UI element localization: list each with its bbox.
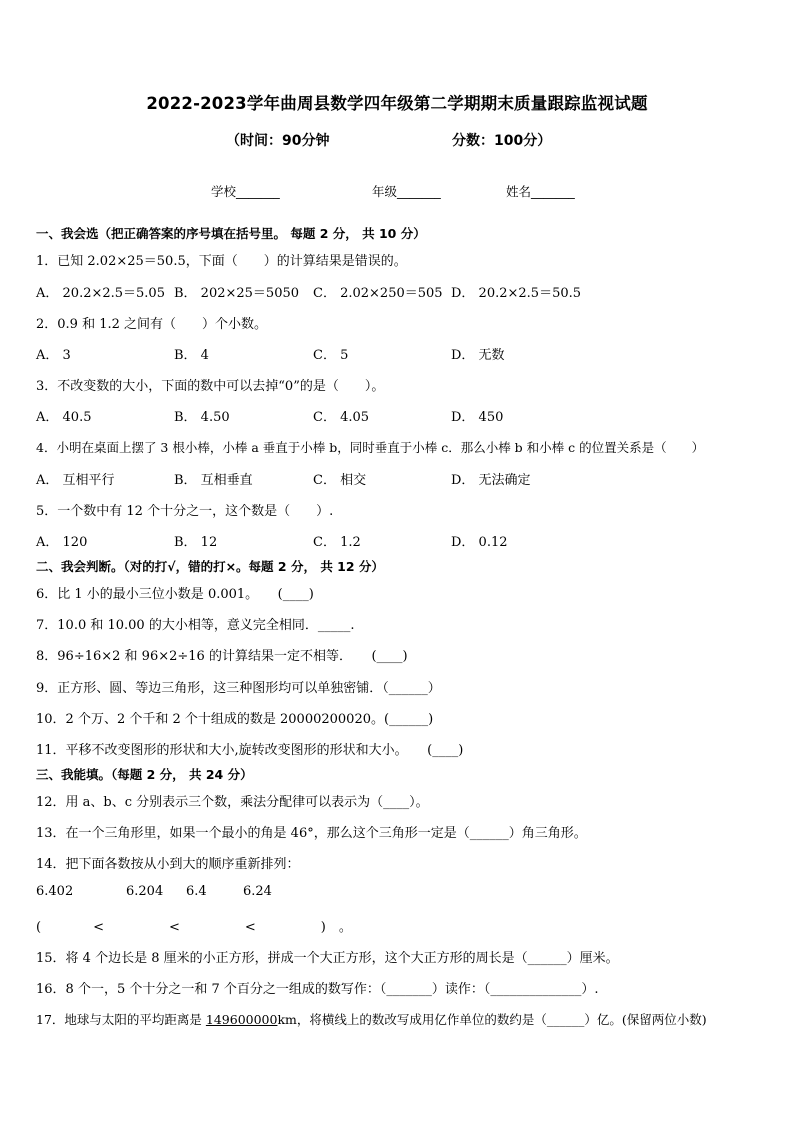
question-8: 8．96÷16×2 和 96×2÷16 的计算结果一定不相等． (____)	[36, 649, 408, 664]
option-3a: A． 40.5	[36, 410, 92, 425]
option-3b: B． 4.50	[174, 410, 230, 425]
option-1d: D． 20.2×2.5＝50.5	[451, 286, 582, 301]
question-17-underlined-number: 149600000	[205, 1012, 278, 1027]
ordering-blank: ( < < < ) 。	[36, 920, 352, 935]
question-3: 3．不改变数的大小，下面的数中可以去掉“0”的是（ ）。	[36, 379, 385, 394]
question-13: 13．在一个三角形里，如果一个最小的角是 46°，那么这个三角形一定是（______）角三角形。	[36, 826, 587, 841]
number-3: 6.4	[186, 884, 207, 899]
option-5a: A． 120	[36, 535, 88, 550]
question-14: 14．把下面各数按从小到大的顺序重新排列：	[36, 857, 300, 872]
option-2d: D． 无数	[451, 348, 505, 363]
section-heading-judge: 二、我会判断。（对的打√，错的打×。每题 2 分， 共 12 分）	[36, 559, 384, 574]
question-10: 10．2 个万、2 个千和 2 个十组成的数是 20000200020。(______)	[36, 712, 434, 727]
name-field: 姓名_______	[506, 184, 575, 199]
number-4: 6.24	[243, 884, 272, 899]
option-4a: A． 互相平行	[36, 473, 115, 488]
option-3c: C． 4.05	[313, 410, 370, 425]
option-5d: D． 0.12	[451, 535, 508, 550]
option-3d: D． 450	[451, 410, 504, 425]
question-11: 11．平移不改变图形的形状和大小,旋转改变图形的形状和大小。 (____)	[36, 743, 464, 758]
time-label: （时间：90分钟	[226, 133, 330, 149]
question-17	[36, 1010, 707, 1028]
score-label: 分数：100分）	[452, 133, 552, 149]
question-5: 5．一个数中有 12 个十分之一，这个数是（ ）.	[36, 504, 334, 519]
question-12: 12．用 a、b、c 分别表示三个数，乘法分配律可以表示为（____）。	[36, 795, 429, 810]
question-6: 6．比 1 小的最小三位小数是 0.001。 (____)	[36, 587, 314, 602]
option-5b: B． 12	[174, 535, 218, 550]
option-2a: A． 3	[36, 348, 71, 363]
option-2c: C． 5	[313, 348, 349, 363]
question-16: 16．8 个一，5 个十分之一和 7 个百分之一组成的数写作：（_______）读作：（______________）.	[36, 982, 599, 997]
option-4b: B． 互相垂直	[174, 473, 253, 488]
question-17-suffix: km，将横线上的数改写成用亿作单位的数约是（______）亿。(保留两位小数)	[277, 1012, 707, 1027]
section-heading-fill: 三、我能填。（每题 2 分， 共 24 分）	[36, 767, 253, 782]
number-2: 6.204	[126, 884, 164, 899]
school-field: 学校_______	[211, 184, 280, 199]
question-15: 15．将 4 个边长是 8 厘米的小正方形，拼成一个大正方形，这个大正方形的周长是（______）厘米。	[36, 951, 619, 966]
grade-field: 年级_______	[372, 184, 441, 199]
section-heading-choice: 一、我会选（把正确答案的序号填在括号里。 每题 2 分， 共 10 分）	[36, 226, 426, 241]
option-5c: C． 1.2	[313, 535, 361, 550]
question-7: 7．10.0 和 10.00 的大小相等，意义完全相同．_____.	[36, 618, 355, 633]
question-9: 9．正方形、圆、等边三角形，这三种图形均可以单独密铺．（______）	[36, 681, 441, 696]
question-1: 1．已知 2.02×25＝50.5，下面（ ）的计算结果是错误的。	[36, 254, 407, 269]
option-2b: B． 4	[174, 348, 209, 363]
option-1c: C． 2.02×250＝505	[313, 286, 443, 301]
question-2: 2．0.9 和 1.2 之间有（ ）个小数。	[36, 317, 268, 332]
option-1b: B． 202×25＝5050	[174, 286, 300, 301]
option-4c: C． 相交	[313, 473, 367, 488]
option-1a: A． 20.2×2.5＝5.05	[36, 286, 165, 301]
question-17-prefix: 17．地球与太阳的平均距离是	[36, 1012, 206, 1027]
question-4: 4．小明在桌面上摆了 3 根小棒，小棒 a 垂直于小棒 b，同时垂直于小棒 c．那么小棒 b 和小棒 c 的位置关系是（ ）	[36, 440, 705, 455]
page-title: 2022-2023学年曲周县数学四年级第二学期期末质量跟踪监视试题	[146, 94, 648, 113]
option-4d: D． 无法确定	[451, 473, 531, 488]
number-1: 6.402	[36, 884, 74, 899]
